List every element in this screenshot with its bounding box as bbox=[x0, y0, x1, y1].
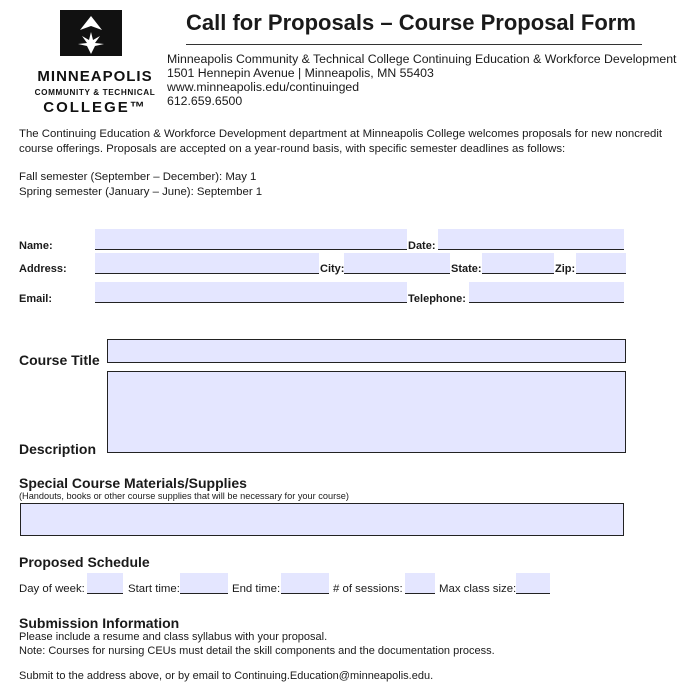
email-field[interactable] bbox=[95, 282, 407, 303]
college-logo bbox=[60, 10, 122, 56]
city-field[interactable] bbox=[344, 253, 450, 274]
description-field[interactable] bbox=[107, 371, 626, 453]
end-time-field[interactable] bbox=[281, 573, 329, 594]
address-org: Minneapolis Community & Technical College Continuing Education & Workforce Development bbox=[167, 52, 677, 66]
materials-field[interactable] bbox=[20, 503, 624, 536]
intro-line-2: course offerings. Proposals are accepted on a year-round basis, with specific semester deadlines as follows: bbox=[19, 143, 566, 155]
name-field[interactable] bbox=[95, 229, 407, 250]
submission-line-1: Please include a resume and class syllabus with your proposal. bbox=[19, 631, 328, 643]
materials-note: (Handouts, books or other course supplies that will be necessary for your course) bbox=[19, 491, 349, 501]
telephone-label: Telephone: bbox=[408, 293, 466, 305]
address-web[interactable]: www.minneapolis.edu/continuinged bbox=[167, 80, 360, 94]
start-time-label: Start time: bbox=[128, 583, 180, 595]
address-label: Address: bbox=[19, 263, 67, 275]
state-label: State: bbox=[451, 263, 482, 275]
day-field[interactable] bbox=[87, 573, 123, 594]
submission-line-2: Note: Courses for nursing CEUs must detail the skill components and the documentation process. bbox=[19, 645, 495, 657]
state-field[interactable] bbox=[482, 253, 554, 274]
telephone-field[interactable] bbox=[469, 282, 624, 303]
name-label: Name: bbox=[19, 240, 53, 252]
logo-line-1: MINNEAPOLIS bbox=[37, 68, 153, 85]
logo-mark-icon bbox=[60, 10, 122, 56]
start-time-field[interactable] bbox=[180, 573, 228, 594]
date-field[interactable] bbox=[438, 229, 624, 250]
description-label: Description bbox=[19, 441, 97, 457]
logo-line-3: COLLEGE™ bbox=[43, 99, 147, 116]
deadline-fall: Fall semester (September – December): May 1 bbox=[19, 171, 257, 183]
day-label: Day of week: bbox=[19, 583, 85, 595]
zip-field[interactable] bbox=[576, 253, 626, 274]
schedule-heading: Proposed Schedule bbox=[19, 554, 150, 570]
email-label: Email: bbox=[19, 293, 53, 305]
address-field[interactable] bbox=[95, 253, 319, 274]
intro-line-1: The Continuing Education & Workforce Development department at Minneapolis College welcomes proposals for new noncredit bbox=[19, 128, 663, 140]
address-phone: 612.659.6500 bbox=[167, 94, 243, 108]
course-title-label: Course Title bbox=[19, 352, 100, 368]
sessions-field[interactable] bbox=[405, 573, 435, 594]
submission-heading: Submission Information bbox=[19, 615, 180, 631]
deadline-spring: Spring semester (January – June): September 1 bbox=[19, 186, 263, 198]
title-divider bbox=[186, 44, 642, 45]
address-street: 1501 Hennepin Avenue | Minneapolis, MN 55403 bbox=[167, 66, 434, 80]
city-label: City: bbox=[320, 263, 345, 275]
logo-line-2: COMMUNITY & TECHNICAL bbox=[34, 88, 156, 97]
max-class-label: Max class size: bbox=[439, 583, 517, 595]
sessions-label: # of sessions: bbox=[333, 583, 403, 595]
date-label: Date: bbox=[408, 240, 436, 252]
submission-line-3: Submit to the address above, or by email to Continuing.Education@minneapolis.edu. bbox=[19, 670, 434, 682]
course-title-field[interactable] bbox=[107, 339, 626, 363]
materials-label: Special Course Materials/Supplies bbox=[19, 475, 247, 491]
page-title: Call for Proposals – Course Proposal Form bbox=[186, 10, 636, 35]
max-class-field[interactable] bbox=[516, 573, 550, 594]
zip-label: Zip: bbox=[555, 263, 576, 275]
end-time-label: End time: bbox=[232, 583, 281, 595]
